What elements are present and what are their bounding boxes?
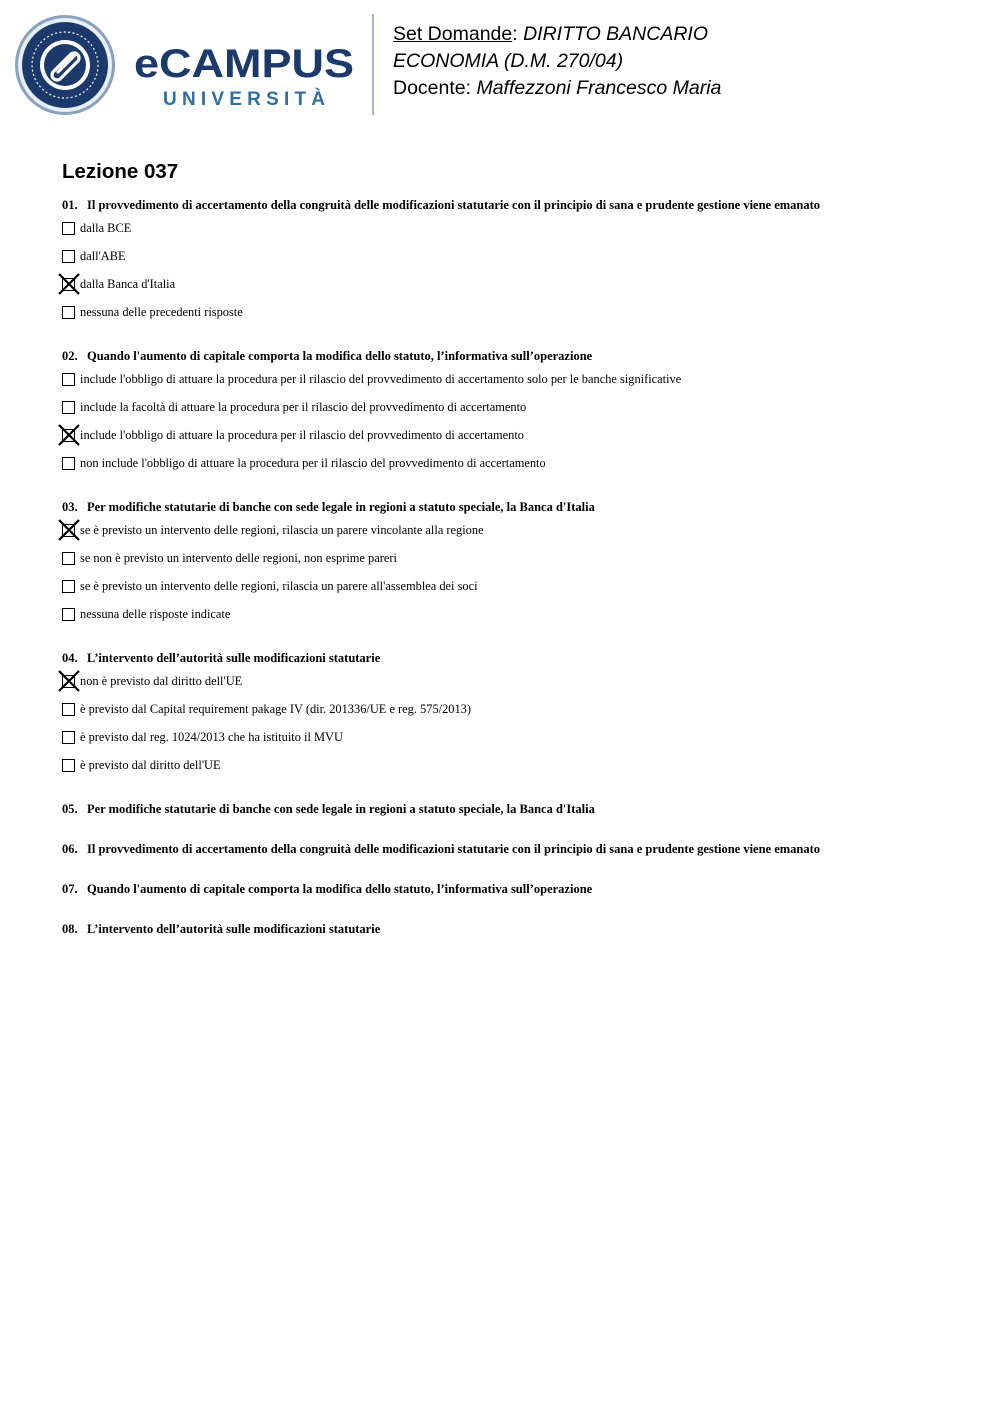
answer-option[interactable] (62, 731, 962, 759)
page-header (0, 0, 1000, 130)
question-04 (62, 649, 962, 787)
course-line-2: ECONOMIA (D.M. 270/04) (393, 50, 624, 72)
answer-options (62, 524, 962, 636)
question-07 (62, 880, 962, 920)
question-title (62, 880, 962, 900)
question-number: 06. (62, 842, 78, 856)
checkbox[interactable] (62, 250, 75, 263)
teacher-name: Maffezzoni Francesco Maria (476, 77, 722, 99)
answer-option-text: include l'obbligo di attuare la procedura per il rilascio del provvedimento di accertamento (80, 428, 524, 442)
answer-options (62, 373, 962, 485)
question-title (62, 498, 962, 518)
question-text: Il provvedimento di accertamento della congruità delle modificazioni statutarie con il principio di sana e prudente gestione viene emanato (87, 842, 821, 856)
answer-option-text: dalla BCE (80, 221, 132, 235)
checkbox[interactable] (62, 222, 75, 235)
question-number: 02. (62, 349, 78, 363)
question-01 (62, 196, 962, 334)
question-text: Per modifiche statutarie di banche con sede legale in regioni a statuto speciale, la Banca d'Italia (87, 500, 595, 514)
answer-option[interactable] (62, 524, 962, 552)
checkbox[interactable] (62, 580, 75, 593)
answer-option-text: dalla Banca d'Italia (80, 277, 176, 291)
question-title (62, 800, 962, 820)
cross-mark-icon (58, 273, 80, 295)
question-02 (62, 347, 962, 485)
teacher-line (393, 75, 721, 102)
answer-option-text: è previsto dal diritto dell'UE (80, 758, 221, 772)
question-title (62, 649, 962, 669)
question-03 (62, 498, 962, 636)
answer-options (62, 222, 962, 334)
answer-option-text: se è previsto un intervento delle regioni, rilascia un parere vincolante alla regione (80, 523, 484, 537)
answer-option-text: nessuna delle precedenti risposte (80, 305, 243, 319)
course-name: DIRITTO BANCARIO (523, 23, 709, 45)
course-line-1 (393, 21, 721, 48)
answer-option-text: nessuna delle risposte indicate (80, 607, 231, 621)
answer-option[interactable] (62, 759, 962, 787)
question-number: 03. (62, 500, 78, 514)
question-title (62, 196, 962, 216)
question-text: Il provvedimento di accertamento della congruità delle modificazioni statutarie con il principio di sana e prudente gestione viene emanato (87, 198, 821, 212)
answer-option[interactable] (62, 457, 962, 485)
question-number: 07. (62, 882, 78, 896)
answer-option[interactable] (62, 278, 962, 306)
logo-sub-text: UNIVERSITÀ (163, 89, 325, 110)
set-separator: : (512, 23, 524, 45)
cross-mark-icon (58, 519, 80, 541)
answer-option[interactable] (62, 675, 962, 703)
answer-option[interactable] (62, 306, 962, 334)
question-05 (62, 800, 962, 840)
university-seal-icon (14, 14, 116, 116)
cross-mark-icon (58, 424, 80, 446)
answer-option[interactable] (62, 552, 962, 580)
question-title (62, 920, 962, 940)
answer-option[interactable] (62, 608, 962, 636)
checkbox[interactable] (62, 306, 75, 319)
answer-option-text: è previsto dal Capital requirement pakage IV (dir. 201336/UE e reg. 575/2013) (80, 702, 471, 716)
answer-option-text: se è previsto un intervento delle regioni, rilascia un parere all'assemblea dei soci (80, 579, 478, 593)
course-info (393, 21, 721, 102)
set-label: Set Domande (393, 23, 513, 45)
lesson-title: Lezione 037 (62, 160, 179, 183)
checkbox[interactable] (62, 401, 75, 414)
answer-option[interactable] (62, 580, 962, 608)
checkbox[interactable] (62, 373, 75, 386)
answer-option-text: se non è previsto un intervento delle regioni, non esprime pareri (80, 551, 397, 565)
answer-option[interactable] (62, 222, 962, 250)
question-08 (62, 920, 962, 960)
answer-option[interactable] (62, 250, 962, 278)
question-06 (62, 840, 962, 880)
answer-option-text: dall'ABE (80, 249, 126, 263)
checkbox[interactable] (62, 608, 75, 621)
answer-option-text: include l'obbligo di attuare la procedura per il rilascio del provvedimento di accertamento solo per le banche significative (80, 372, 682, 386)
answer-option-text: include la facoltà di attuare la procedura per il rilascio del provvedimento di accertamento (80, 400, 527, 414)
checkbox[interactable] (62, 552, 75, 565)
header-divider (372, 14, 374, 115)
teacher-label: Docente: (393, 77, 477, 99)
question-number: 08. (62, 922, 78, 936)
answer-option-text: non include l'obbligo di attuare la procedura per il rilascio del provvedimento di accertamento (80, 456, 546, 470)
logo-brand-text: eCAMPUS (134, 44, 354, 86)
answer-option-text: non è previsto dal diritto dell'UE (80, 674, 243, 688)
answer-option[interactable] (62, 703, 962, 731)
question-list (62, 196, 962, 960)
question-text: Quando l'aumento di capitale comporta la modifica dello statuto, l’informativa sull’operazione (87, 882, 593, 896)
answer-option-text: è previsto dal reg. 1024/2013 che ha istituito il MVU (80, 730, 343, 744)
cross-mark-icon (58, 670, 80, 692)
question-text: Per modifiche statutarie di banche con sede legale in regioni a statuto speciale, la Banca d'Italia (87, 802, 595, 816)
answer-option[interactable] (62, 401, 962, 429)
checkbox[interactable] (62, 457, 75, 470)
question-title (62, 840, 962, 860)
checkbox[interactable] (62, 759, 75, 772)
checkbox[interactable] (62, 703, 75, 716)
answer-option[interactable] (62, 373, 962, 401)
question-number: 05. (62, 802, 78, 816)
question-number: 01. (62, 198, 78, 212)
question-text: L’intervento dell’autorità sulle modificazioni statutarie (87, 651, 381, 665)
question-title (62, 347, 962, 367)
answer-options (62, 675, 962, 787)
question-text: Quando l'aumento di capitale comporta la modifica dello statuto, l’informativa sull’operazione (87, 349, 593, 363)
question-text: L’intervento dell’autorità sulle modificazioni statutarie (87, 922, 381, 936)
question-number: 04. (62, 651, 78, 665)
answer-option[interactable] (62, 429, 962, 457)
checkbox[interactable] (62, 731, 75, 744)
ecampus-logo (134, 44, 356, 110)
